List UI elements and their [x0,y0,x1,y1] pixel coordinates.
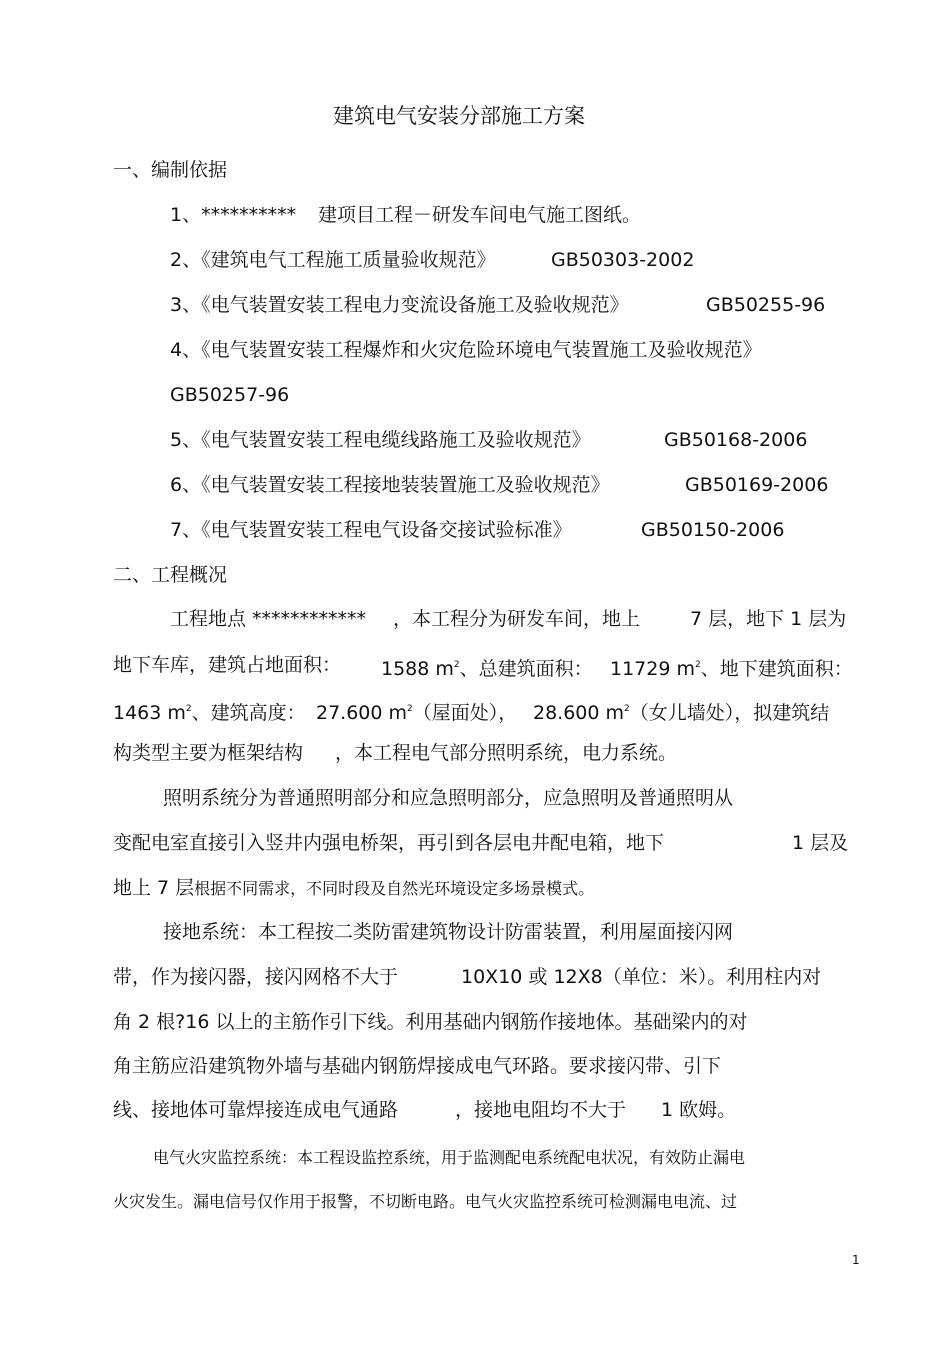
lighting-line-1: 照明系统分为普通照明部分和应急照明部分，应急照明及普通照明从 [163,787,734,809]
grounding-line-2a: 带，作为接闪器，接闪网格不大于 [113,966,399,988]
grounding-line-1: 接地系统：本工程按二类防雷建筑物设计防雷装置，利用屋面接闪网 [163,921,734,943]
item-number: 7、 [170,519,202,541]
page-title: 建筑电气安装分部施工方案 [333,104,585,128]
overview-line-2-total [610,653,853,681]
roof-height: 27.600 m [316,702,408,724]
overview-text: 、建筑高度： [191,702,306,724]
reference-item-5 [170,428,591,452]
item-text: 《电气装置安装工程电缆线路施工及验收规范》 [201,429,591,451]
unit-superscript: 2 [695,660,701,670]
parapet-height: 28.600 m [533,702,625,724]
reference-item-3 [170,293,629,317]
page-number: 1 [852,1253,860,1267]
reference-item-6 [170,473,610,497]
grounding-line-2b: 10X10 或 12X8（单位：米）。利用柱内对 [461,966,822,988]
overview-line-1a: 工程地点 ************ [170,608,367,630]
reference-item-7 [170,518,572,542]
reference-item-5-code: GB50168-2006 [664,429,808,451]
lighting-line-3 [113,876,594,901]
item-number: 3、 [170,294,202,316]
reference-item-4 [170,338,762,362]
reference-item-3-code: GB50255-96 [706,294,826,316]
item-text: 《电气装置安装工程电气设备交接试验标准》 [201,519,572,541]
item-number: 5、 [170,429,202,451]
reference-item-1-rest: 建项目工程－研发车间电气施工图纸。 [318,204,642,226]
reference-item-2-code: GB50303-2002 [551,249,695,271]
overview-line-1c: 7 层，地下 1 层为 [690,608,847,630]
lighting-line-2a: 变配电室直接引入竖井内强电桥架，再引到各层电井配电箱，地下 [113,832,665,854]
unit-superscript: 2 [407,704,413,714]
land-area: 1588 m [381,658,454,680]
overview-line-2a: 地下车库，建筑占地面积： [113,654,342,676]
reference-item-2 [170,248,496,272]
item-text: 《电气装置安装工程接地装装置施工及验收规范》 [201,474,610,496]
overview-line-3b [316,697,517,725]
item-text: 《电气装置安装工程爆炸和火灾危险环境电气装置施工及验收规范》 [201,339,762,361]
fire-monitoring-line-1: 电气火灾监控系统：本工程设监控系统，用于监测配电系统配电状况，有效防止漏电 [153,1148,746,1167]
overview-line-4a: 构类型主要为框架结构 [113,742,304,764]
lighting-floors: 地上 7 层 [113,877,195,899]
grounding-line-5a: 线、接地体可靠焊接连成电气通路 [113,1099,399,1121]
item-number: 2、 [170,249,202,271]
item-number: 6、 [170,474,202,496]
overview-text: 、地下建筑面积： [700,658,853,680]
underground-area: 1463 m [113,702,186,724]
grounding-line-3: 角 2 根?16 以上的主筋作引下线。利用基础内钢筋作接地体。基础梁内的对 [113,1011,748,1033]
item-text: 《电气装置安装工程电力变流设备施工及验收规范》 [201,294,629,316]
reference-item-4-code: GB50257-96 [170,384,290,406]
overview-text: （屋面处）， [412,702,518,724]
unit-superscript: 2 [624,704,630,714]
reference-item-7-code: GB50150-2006 [641,519,785,541]
lighting-mode-text: 根据不同需求，不同时段及自然光环境设定多场景模式。 [194,879,595,898]
fire-monitoring-line-2: 火灾发生。漏电信号仅作用于报警，不切断电路。电气火灾监控系统可检测漏电电流、过 [113,1192,738,1211]
section2-heading: 二、工程概况 [113,564,228,586]
grounding-line-5c: 1 欧姆。 [661,1099,737,1121]
unit-superscript: 2 [453,660,460,670]
reference-item-1 [170,203,296,227]
item-number: 1、 [170,204,202,226]
item-text: ********** [201,204,297,226]
overview-line-1b: ，本工程分为研发车间，地上 [393,608,641,630]
overview-text: （女儿墙处），拟建筑结 [629,702,830,724]
overview-line-4b: ，本工程电气部分照明系统，电力系统。 [335,742,678,764]
unit-superscript: 2 [185,704,192,714]
overview-line-3a [113,697,306,725]
item-number: 4、 [170,339,202,361]
grounding-line-5b: ，接地电阻均不大于 [455,1099,627,1121]
total-area: 11729 m [610,658,695,680]
overview-line-2-area [381,653,593,681]
grounding-line-4: 角主筋应沿建筑物外墙与基础内钢筋焊接成电气环路。要求接闪带、引下 [113,1055,722,1077]
lighting-line-2b: 1 层及 [792,832,849,854]
reference-item-6-code: GB50169-2006 [685,474,829,496]
section1-heading: 一、编制依据 [113,159,228,181]
overview-text: 、总建筑面积： [459,658,593,680]
item-text: 《建筑电气工程施工质量验收规范》 [201,249,496,271]
overview-line-3c [533,697,829,725]
